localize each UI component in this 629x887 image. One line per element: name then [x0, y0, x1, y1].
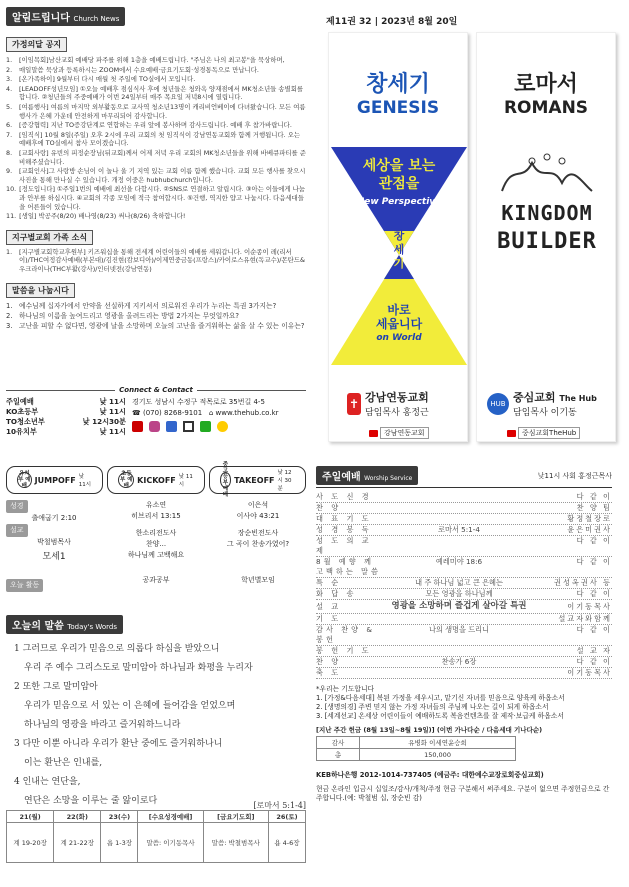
- notice-item-num: 2.: [6, 65, 13, 74]
- worship-content: 모든 영광을 하나님께: [425, 589, 493, 598]
- worship-leader: 이기동목사: [567, 602, 612, 611]
- offering-table: [316, 736, 516, 761]
- takeoff-host: 이은석: [247, 501, 269, 509]
- kickoff-col: [106, 500, 206, 592]
- notice-item-text: [여름행사] 여름의 마지막 외부활동으로 교사역 청소년13명이 캐리비언베이에 다녀왔습니다. 모든 여름행사가 은혜 가운데 안전하게 마무리되어 감사합니다.: [19, 102, 306, 120]
- worship-time: 낮11시 사회 홍정근목사: [537, 471, 612, 480]
- notice-section-2: 지구별교회 가족 소식: [6, 230, 93, 245]
- notice-item-num: 1.: [6, 56, 13, 64]
- word-lines: [6, 642, 306, 808]
- notice-item: [6, 131, 306, 148]
- worship-item: 화 답 송: [316, 589, 357, 598]
- tri-top-2: 관점을: [378, 176, 420, 192]
- logo-builder: BUILDER: [497, 229, 597, 254]
- prayer-section: [316, 685, 612, 721]
- contact-panel: [6, 386, 306, 448]
- worship-leader: 다 같 이: [576, 557, 612, 566]
- group-tag: 초등부 예배: [119, 471, 133, 489]
- worship-content: [386, 646, 532, 656]
- notice-item-num: 5.: [6, 102, 13, 111]
- family-news: 1. [지구별교회학교후원부] 키즈워십을 통해 전세계 어린이들의 예배를 세워갑니다. 이순종이 레(리서이)/THC여정감사예배(부본대)/김진현(캄보디아)/이제연중금동(프랑스)/카이로스유현(독교수)/몬탄드&우크라이나(THC부활(강사)/인터넷전(강남연동): [6, 247, 305, 273]
- facebook-icon[interactable]: [166, 421, 177, 432]
- worship-row: [316, 646, 612, 657]
- romans-church: 중심교회: [513, 391, 556, 404]
- schedule-cell: 욥 4-6장: [268, 823, 305, 863]
- worship-content: [386, 514, 532, 524]
- worship-item: 성 도 의 교 제: [316, 536, 372, 555]
- service-hour: 낮 11시: [99, 407, 126, 416]
- genesis-title-en: GENESIS: [356, 98, 440, 118]
- notice-item-text: [교회사랑] 유빈의 피정순장님(뒤교회)께서 어제 저녁 우리 교회의 MK청소년들을 위해 바베큐파티를 준비해주셨습니다.: [19, 148, 306, 166]
- notice-item-text: [정도입니다] ①주일1번의 예배에 최선을 다합시다. ②SNS로 연결하고 알립시다. ③아는 이들에게 나눔과 안부를 하십시다. ④교회의 각종 모임에 적극 참여합시다. ⑤건행, 역지한 얍고 나눕시다. 다음세대들을 어른들이 있습니다.: [19, 185, 305, 211]
- worship-leader: 다 같 이: [576, 536, 612, 545]
- service-name: 주일예배: [6, 397, 34, 406]
- romans-title-ko: 로마서: [514, 72, 578, 97]
- prayer-item: 1. [가정&다음세대] 복된 가정을 세우시고, 맡기신 자녀를 믿음으로 양육케 하옵소서: [316, 694, 565, 702]
- question-list: [6, 301, 306, 331]
- today-word-title: 오늘의 말씀: [12, 621, 64, 632]
- notice-item-num: 11.: [6, 212, 17, 221]
- contact-title: Connect & Contact: [115, 386, 197, 394]
- kids-group-head: [6, 466, 103, 494]
- notice-item-text: [생일] 박공주(8/20) 배나영(8/23) 써나(8/26) 축하합니다!: [19, 212, 186, 221]
- word-line: 1 그러므로 우리가 믿음으로 의롭다 하심을 받았으니: [14, 644, 220, 654]
- worship-row: [316, 668, 612, 679]
- notice-section-3: 말씀을 나눕시다: [6, 283, 75, 298]
- notice-item: [6, 149, 306, 166]
- worship-content: [386, 668, 532, 678]
- worship-item: 설 교: [316, 602, 342, 611]
- web-icon: ⌂: [208, 409, 214, 417]
- worship-item: 8월 예향 께 고백하는 말씀: [316, 557, 381, 576]
- tri-center-2: 세: [393, 243, 405, 256]
- worship-leader: 이기동목사: [567, 668, 612, 677]
- tri-center-3: 기: [393, 257, 405, 270]
- romans-card: [476, 32, 616, 442]
- kids-group-head: [209, 462, 306, 498]
- church-cross-icon: ✝: [347, 393, 361, 415]
- question-item: [6, 311, 306, 321]
- schedule-header: 21(월): [7, 811, 54, 823]
- worship-leader: 다 같 이: [576, 625, 612, 634]
- worship-title-en: Worship Service: [364, 475, 413, 482]
- kids-group-head: [107, 466, 204, 494]
- offering-value: 유병화 이세연윤승희: [360, 737, 516, 749]
- worship-content: 로마서 5:1-4: [438, 525, 480, 534]
- worship-panel: [316, 466, 612, 881]
- bank-account: KEB하나은행 2012-1014-737405 (예금주: 대한예수교장로회중심교회): [316, 771, 544, 779]
- notice-item-text: [LEADOFF성년모임] ①오늘 예배후 점심식사 후에 청년들은 청와옥 양재점에서 MK청소년들 송별회를 합니다. ②청년들의 주중예배가 이번 24일부터 매주 목요일 저녁8시에 열립니다.: [19, 84, 304, 102]
- worship-row: [316, 514, 612, 525]
- worship-row: [316, 614, 612, 625]
- worship-row: [316, 536, 612, 557]
- group-tag: 중고등부 예배: [220, 472, 231, 488]
- worship-leader: 다 같 이: [576, 492, 612, 501]
- worship-item: 축 도: [316, 668, 342, 677]
- logo-kingdom: KINGDOM: [501, 201, 593, 225]
- notice-item: [6, 167, 306, 184]
- notice-item-num: 9.: [6, 167, 13, 176]
- schedule-cell: 말씀: 이기동목사: [138, 823, 203, 863]
- worship-item: 기 도: [316, 614, 342, 623]
- notice-item-num: 3.: [6, 75, 13, 84]
- schedule-header: 23(수): [101, 811, 138, 823]
- worship-leader: 설교자와함께: [558, 614, 612, 623]
- today-word-panel: [6, 614, 306, 810]
- worship-row: [316, 492, 612, 503]
- notice-header: [6, 7, 125, 26]
- worship-content: 예레미야 18:6: [435, 557, 483, 566]
- word-ref: [로마서 5:1-4]: [253, 801, 306, 810]
- label-activity: 오늘 활동: [6, 579, 43, 592]
- question-num: 3.: [6, 322, 13, 331]
- offering-note: 현금 온라인 입금시 십일조/감사/개척/주정 현금 구분해서 써주세요. 구분이 없으면 주정헌금으로 간주합니다.(예: 박철범 십, 장순빈 감): [316, 785, 610, 802]
- question-item: [6, 301, 306, 311]
- notice-item-num: 7.: [6, 130, 13, 139]
- worship-content: 나의 생명을 드리니: [428, 625, 490, 634]
- takeoff-sermon: 그 곡이 찬송가였어?: [226, 540, 290, 548]
- prayer-title: *우리는 기도합니다: [316, 685, 375, 693]
- tri-mid: New Perspective: [356, 197, 442, 207]
- issue-info: 제11권 32 | 2023년 8월 20일: [326, 17, 458, 27]
- contact-web[interactable]: www.thehub.co.kr: [215, 409, 279, 417]
- service-time-row: [6, 397, 126, 407]
- today-word-title-en: Today's Words: [67, 623, 117, 631]
- word-line: 3 다만 이뿐 아니라 우리가 환난 중에도 즐거워하나니: [14, 739, 223, 749]
- notice-item-text: [임직식] 10월 8일(주일) 오후 2시에 우리 교회의 첫 임직식이 강남연동교회와 함께 거행됩니다. 오는 예배후에 TO실에서 참사 모이겠습니다.: [19, 130, 301, 148]
- cover-panel: [316, 6, 622, 452]
- tri-center-1: 창: [393, 229, 405, 242]
- group-time: 낮 11시: [178, 474, 193, 488]
- tri-bottom-2: 세웁니다: [375, 317, 423, 331]
- worship-item: 봉 헌 기 도: [316, 646, 372, 655]
- service-hour: 낮 12시30분: [82, 417, 126, 426]
- word-line: 2 또한 그로 말미암아: [14, 682, 98, 692]
- kickoff-host: 유소연: [145, 501, 167, 509]
- service-name: 10유치부: [6, 427, 37, 436]
- notice-item: [6, 185, 306, 211]
- schedule-cell: 계 19-20장: [7, 823, 54, 863]
- word-line: 연단은 소망을 이루는 줄 앎이로다: [24, 796, 158, 806]
- notice-item-text: [교회인사]그 사랑방 손님이 이 놀나 울 기 지역 있는 교회 이름 함께 했습니다. 교회 모든 행사를 찾으시 사진을 통해 만나실 수 있습니다. 개정 이중은 hubhubchurch입니다.: [19, 167, 306, 184]
- worship-item: 감사 찬양 & 봉헌: [316, 625, 375, 644]
- notice-title-en: Church News: [73, 15, 120, 23]
- notice-item-num: 10.: [6, 185, 17, 194]
- kids-panel: [6, 462, 306, 608]
- notice-item: [6, 66, 306, 75]
- offering-period: [지난 주간 헌금 (8월 13일~8월 19일)] (이번 가나다순 / 다음세대 기나다순): [316, 726, 543, 734]
- takeoff-verse: 이사야 43:21: [236, 512, 280, 520]
- jumpoff-preacher: 박철범목사: [37, 538, 71, 546]
- service-times: [6, 397, 126, 437]
- service-time-row: [6, 427, 126, 437]
- schedule-header: [수요성경예배]: [138, 811, 203, 823]
- genesis-youtube[interactable]: 강남연동교회: [380, 427, 429, 439]
- question-text: 예수님께 십자가에서 안약을 선실하게 지키셔서 의로워진 우리가 누리는 특권 3가지는?: [19, 302, 277, 311]
- notice-item-num: 8.: [6, 148, 13, 157]
- youtube-icon[interactable]: [507, 430, 516, 437]
- worship-row: [316, 557, 612, 578]
- question-item: [6, 321, 306, 331]
- jumpoff-col: [6, 500, 106, 592]
- contact-address: 경기도 성남시 수정구 적목로로 35번길 4-5: [132, 398, 265, 406]
- takeoff-preacher: 장순빈전도사: [237, 529, 279, 537]
- contact-phone: (070) 8268-9101: [142, 409, 203, 417]
- blog-icon[interactable]: [200, 421, 211, 432]
- notice-item-num: 4.: [6, 84, 13, 93]
- tri-bottom-1: 바로: [387, 303, 411, 317]
- word-line: 4 인내는 연단을,: [14, 777, 81, 787]
- worship-row: [316, 600, 612, 614]
- romans-title-en: ROMANS: [503, 98, 589, 118]
- group-name: KICKOFF: [137, 475, 176, 485]
- schedule-header: 26(토): [268, 811, 305, 823]
- notice-title: 알림드립니다: [12, 13, 70, 24]
- worship-row: [316, 525, 612, 536]
- schedule-table: [6, 810, 306, 863]
- worship-item: 성 경 봉 독: [316, 525, 372, 534]
- romans-church-en: The Hub: [559, 394, 597, 403]
- notice-item-num: 6.: [6, 121, 13, 130]
- worship-item: 사 도 신 경: [316, 492, 372, 501]
- worship-row: [316, 503, 612, 514]
- genesis-church: 강남연동교회: [365, 391, 429, 404]
- youtube-icon[interactable]: [132, 421, 143, 432]
- prayer-list: [316, 694, 612, 721]
- offering-label: 총: [317, 749, 360, 761]
- notice-item: [6, 85, 306, 102]
- notice-item: [6, 212, 306, 221]
- question-num: 1.: [6, 302, 13, 311]
- question-text: 하나님의 이름을 높여드리고 영광을 올려드리는 방법 2가지는 무엇일까요?: [19, 312, 240, 321]
- service-name: KO초등부: [6, 407, 39, 416]
- word-line: 이는 환난은 인내를,: [24, 758, 103, 768]
- worship-item: 특 순: [316, 578, 342, 587]
- prayer-item: 3. [세계선교] 온세상 어린이들이 예배하도록 복음컨텐츠를 잘 제작·보급케 하옵소서: [316, 712, 564, 720]
- kickoff-song: 찬양...: [145, 540, 167, 548]
- kakao-icon[interactable]: [217, 421, 228, 432]
- offering-value: 150,000: [360, 749, 516, 761]
- kids-group-heads: [6, 462, 306, 498]
- instagram-icon[interactable]: [149, 421, 160, 432]
- worship-leader: 윤은미권사: [567, 525, 612, 534]
- notice-list: [6, 56, 306, 221]
- notice-item-text: [증강협력] 지난 TO증강단계로 연합하는 우리 앞에 봉사하며 감사드립니다. 예배 후 참가바랍니다.: [19, 121, 292, 130]
- worship-content: 영광을 소망하며 즐겁게 살아갈 특권: [391, 601, 527, 611]
- romans-pastor: 담임목사 이기동: [513, 408, 577, 418]
- worship-content: [386, 492, 532, 502]
- worship-title: 주일예배: [322, 472, 361, 483]
- group-name: TAKEOFF: [234, 475, 275, 485]
- worship-item: 찬 양: [316, 503, 342, 512]
- group-name: JUMPOFF: [34, 475, 76, 485]
- crown-icon: [497, 153, 597, 193]
- service-time-row: [6, 417, 126, 427]
- worship-leader: 권성옥권사 등: [554, 578, 612, 587]
- takeoff-col: [206, 500, 306, 592]
- word-line: 하나님의 영광을 바라고 즐거워하느니라: [24, 720, 181, 730]
- label-verse: 성경: [6, 500, 28, 513]
- phone-icon: ☎: [132, 409, 141, 417]
- question-text: 고난을 피할 수 없다면, 영광에 날을 소망하며 오늘의 고난을 즐거워하는 삶을 살 수 있는 이유는?: [19, 322, 305, 331]
- youtube-icon[interactable]: [369, 430, 378, 437]
- jumpoff-sermon: 모세1: [42, 552, 66, 562]
- worship-content: [386, 503, 532, 513]
- notice-item-text: 매일말씀 묵상과 등록하시는 ZOOM에서 수요예배·금요기도회·성경통독으로 만납니다.: [19, 65, 259, 74]
- worship-item: 대 표 기 도: [316, 514, 372, 523]
- kickoff-verse: 히브리서 13:15: [131, 512, 181, 520]
- genesis-card: [328, 32, 468, 442]
- schedule-header: [금요기도회]: [203, 811, 268, 823]
- group-tag: 유치부 예배: [18, 471, 31, 489]
- worship-content: [386, 536, 532, 556]
- hub-logo-icon: HUB: [487, 393, 509, 415]
- worship-content: 내 주 하나님 넓고 큰 은혜는: [415, 578, 503, 587]
- group-time: 낮 12시 30분: [277, 470, 292, 492]
- tri-top-1: 세상을 보는: [362, 158, 436, 174]
- worship-leader: 황정철장로: [567, 514, 612, 523]
- notice-item: [6, 103, 306, 120]
- worship-leader: 다 같 이: [576, 589, 612, 598]
- genesis-pastor: 담임목사 홍정근: [365, 408, 429, 418]
- notice-item-text: [이임목회]남산교회 예배당 파주를 위해 1층을 예배드립니다. "주님은 나의 최고봉"을 묵상하며,: [19, 56, 285, 64]
- tri-bottom-3: on World: [376, 333, 422, 343]
- prayer-item: 2. [생명의경] 주변 믿지 않는 가정 자녀들의 주님께 나오는 길이 되게 하옵소서: [316, 703, 549, 711]
- service-name: TO청소년부: [6, 417, 45, 426]
- kickoff-preacher: 한소리전도사: [135, 529, 177, 537]
- kickoff-sermon: 하나님께 고백해요: [127, 551, 185, 559]
- jumpoff-verse: 출애굽기 2:10: [31, 514, 77, 522]
- worship-row: [316, 625, 612, 646]
- word-line: 우리 주 예수 그리스도로 말미암아 하나님과 화평을 누리자: [24, 663, 253, 673]
- family-news-text: [지구별교회학교후원부] 키즈워십을 통해 전세계 어린이들의 예배를 세워갑니다. 이순종이 레(리서이)/THC여정감사예배(부본대)/김진현(캄보디아)/이제연중금동(프랑스)/카이로스유현(독교수)/몬탄드&우크라이나(THC부활(강사)/인터넷전(강남연동): [19, 247, 305, 273]
- schedule-cell: 욥 1-3장: [101, 823, 138, 863]
- service-hour: 낮 11시: [99, 427, 126, 436]
- worship-row: [316, 589, 612, 600]
- social-icons: [132, 421, 279, 432]
- notice-section-1: 가정의달 공지: [6, 37, 67, 52]
- worship-leader: 다 같 이: [576, 657, 612, 666]
- worship-content: 찬송가 6장: [441, 657, 477, 666]
- service-time-row: [6, 407, 126, 417]
- question-num: 2.: [6, 312, 13, 321]
- offering-label: 감사: [317, 737, 360, 749]
- worship-item: 찬 양: [316, 657, 342, 666]
- notice-item: [6, 56, 306, 65]
- romans-youtube[interactable]: 중심교회TheHub: [518, 427, 580, 439]
- worship-leader: 찬 양 팀: [576, 503, 612, 512]
- label-sermon: 설교: [6, 524, 28, 537]
- worship-row: [316, 657, 612, 668]
- service-hour: 낮 11시: [99, 397, 126, 406]
- notice-item-text: [온가족하이] 9월부터 다시 매월 첫 주일에 TO실에서 모입니다.: [19, 75, 196, 84]
- word-line: 우리가 믿음으로 서 있는 이 은혜에 들어감을 얻었으며: [24, 701, 236, 711]
- notice-panel: [6, 6, 306, 436]
- schedule-header: 22(화): [54, 811, 101, 823]
- notice-item: [6, 75, 306, 84]
- schedule-cell: 말씀: 박철범목사: [203, 823, 268, 863]
- takeoff-activity: 학년별모임: [241, 576, 275, 584]
- kickoff-activity: 공과공부: [142, 576, 170, 584]
- genesis-title-ko: 창세기: [366, 72, 430, 97]
- worship-order: [316, 492, 612, 679]
- worship-content: [386, 614, 532, 624]
- schedule-cell: 계 21-22장: [54, 823, 101, 863]
- group-time: 낮 11시: [78, 474, 92, 488]
- qr-icon[interactable]: [183, 421, 194, 432]
- worship-leader: 설 교 자: [576, 646, 612, 655]
- notice-item: [6, 121, 306, 130]
- worship-row: [316, 578, 612, 589]
